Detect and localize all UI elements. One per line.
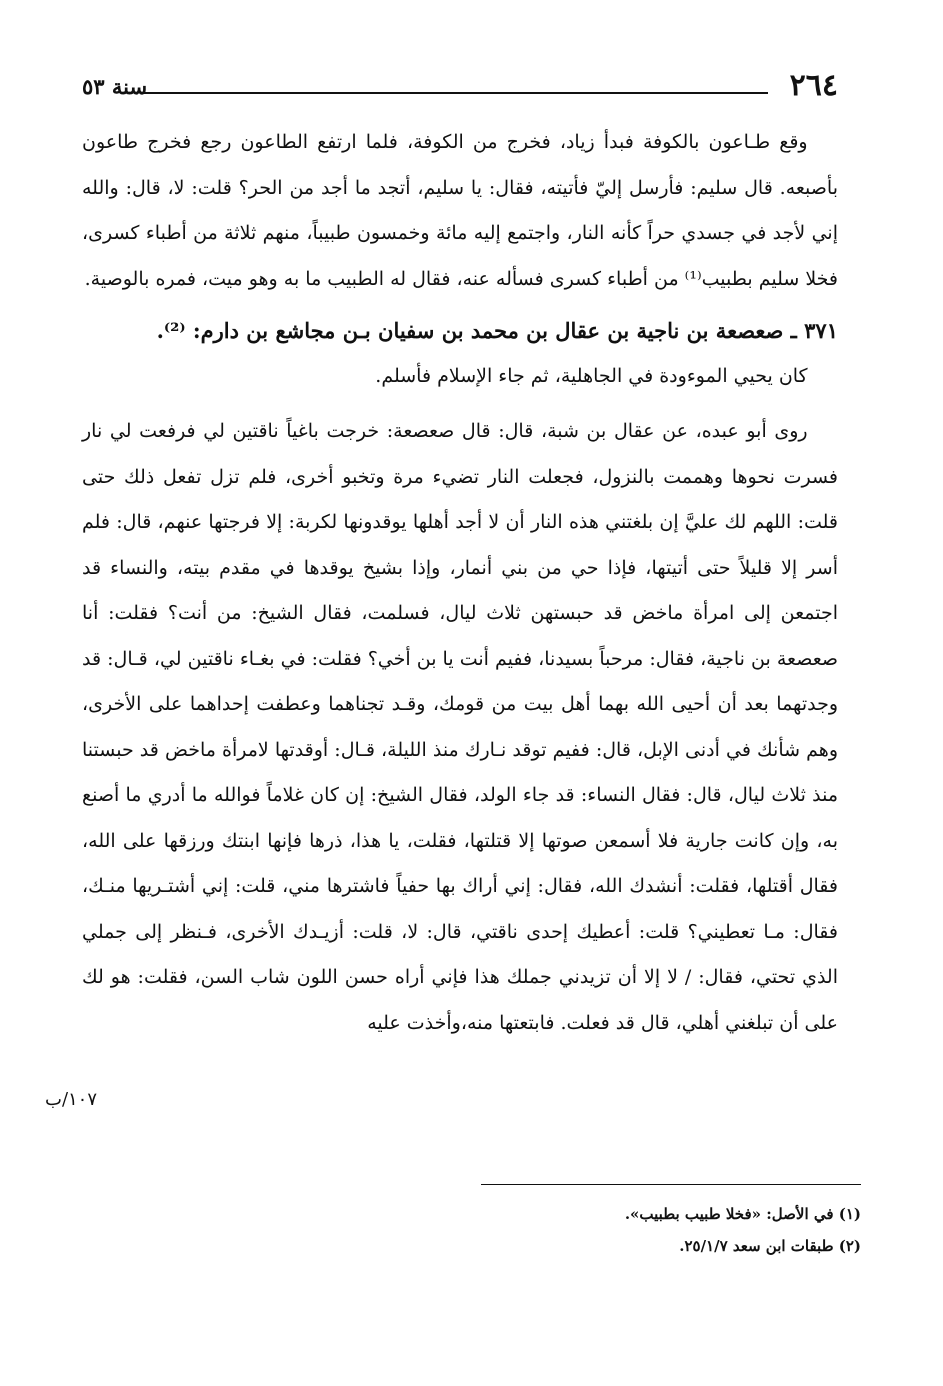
paragraph-intro: كان يحيي الموءودة في الجاهلية، ثم جاء الإسلام فأسلم. <box>375 364 808 387</box>
page-number: ٢٦٤ <box>789 68 838 103</box>
main-text <box>82 120 838 1046</box>
footnote-rule <box>481 1184 861 1185</box>
footnote-2: (٢) طبقات ابن سعد ٢٥/١/٧. <box>679 1237 861 1255</box>
paragraph-plague: وقع طـاعون بالكوفة فبدأ زياد، فخرج من الكوفة، فلما ارتفع الطاعون رجع فخرج طاعون بأصبعه. قال سليم: فأرسل إليّ فأتيته، فقال: يا سليم، أتجد ما أجد من الحر؟ قلت: لا، قال: والله إني لأجد في جسدي حراً كأنه النار، واجتمع إليه مائة وخمسون طبيباً، منهم ثلاثة من أطباء كسرى، فخلا سليم بطبيب⁽¹⁾ من أطباء كسرى فسأله عنه، فقال له الطبيب ما به وهو ميت، فمره بالوصية. <box>82 131 838 290</box>
header-rule <box>144 92 768 94</box>
paragraph-narration: روى أبو عبده، عن عقال بن شبة، قال: قال صعصعة: خرجت باغياً ناقتين لي فرفعت لي نار فسرت نحوها وهممت بالنزول، فجعلت النار تضيء مرة وتخبو أخرى، فلم تزل تفعل ذلك حتى قلت: اللهم لك عليَّ إن بلغتني هذه النار أن لا أجد أهلها يوقدونها لكربة: إلا فرجتها عنهم، قال: فلم أسر إلا قليلاً حتى أتيتها، فإذا حي من بني أنمار، وإذا بشيخ يوقدها في مقدم بيته، والنساء قد اجتمعن إلى امرأة ماخض قد حبستهن ثلاث ليال، فسلمت، فقال الشيخ: من أنت؟ فقلت: أنا صعصعة بن ناجية، فقال: مرحباً بسيدنا، ففيم أنت يا بن أخي؟ فقلت: في بغـاء ناقتين لي، قـال: قد وجدتهما بعد أن أحيى الله بهما أهل بيت من قومك، وقـد تجناهما وعطفت إحداهما على الأخرى، وهم شأنك في أدنى الإبل، قال: ففيم توقد نـارك منذ الليلة، قـال: أوقدتها لامرأة ماخض قد حبستنا منذ ثلاث ليال، قال: فقال النساء: قد جاء الولد، فقال الشيخ: إن كان غلاماً فوالله ما أدري ما أصنع به، وإن كانت جارية فلا أسمعن صوتها إلا قتلتها، فقلت، يا هذا، ذرها فإنها ابنتك ورزقها على الله، فقال أقتلها، فقلت: أنشدك الله، فقال: إني أراك بها حفياً فاشترها مني، قلت: إني أشتـريها منـك، فقال: مـا تعطيني؟ قلت: أعطيك إحدى ناقتي، قال: لا، قلت: أزيـدك الأخرى، فـنظر إلى جملي الذي تحتي، فقال: / لا إلا أن تزيدني جملك هذا فإني أراه حسن اللون شاب السن، فقلت: هو لك على أن تبلغني أهلي، قال قد فعلت. فابتعتها منه،وأخذت عليه <box>82 420 839 1034</box>
entry-heading: ٣٧١ ـ صعصعة بن ناجية بن عقال بن محمد بن سفيان بـن مجاشع بن دارم: ⁽²⁾. <box>156 318 838 343</box>
footnotes <box>105 1198 861 1262</box>
page-header <box>82 66 838 106</box>
footnote-1: (١) في الأصل: «فخلا طبيب بطبيب». <box>624 1205 861 1223</box>
manuscript-folio-ref: ١٠٧/ب <box>45 1089 98 1110</box>
running-head: سنة ٥٣ <box>82 74 148 99</box>
